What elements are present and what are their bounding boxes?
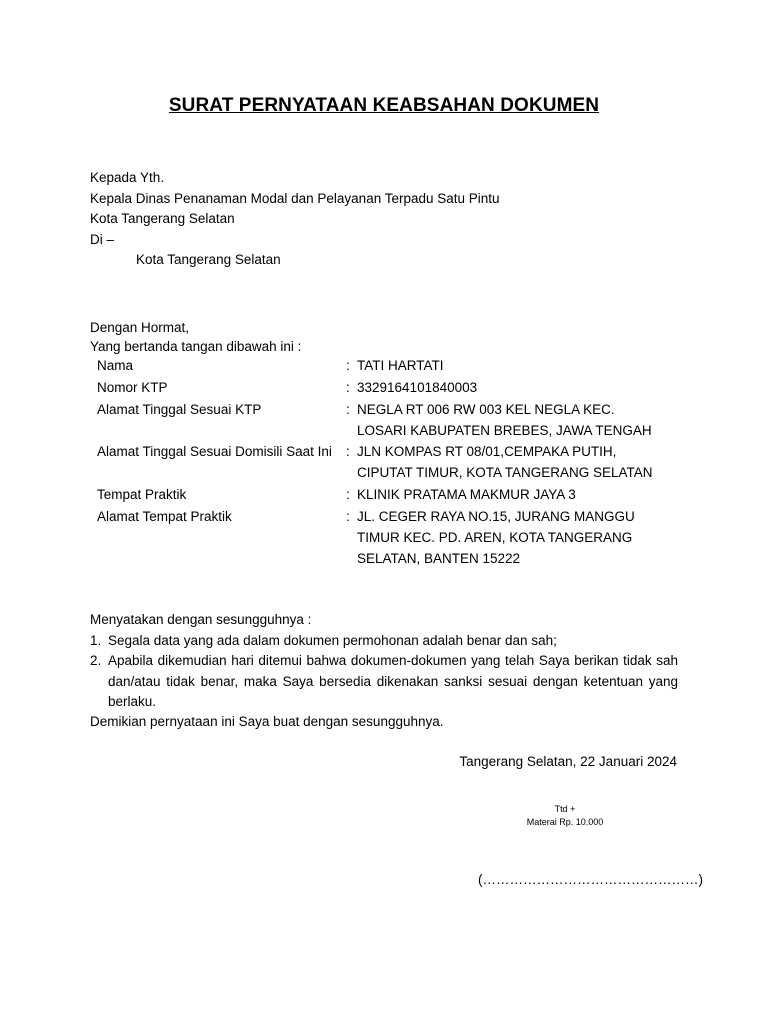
recipient-di: Di – — [90, 232, 115, 247]
closing-text: Demikian pernyataan ini Saya buat dengan sesungguhnya. — [90, 714, 444, 729]
field-colon: : — [346, 358, 350, 373]
field-value: NEGLA RT 006 RW 003 KEL NEGLA KEC. LOSARI KABUPATEN BREBES, JAWA TENGAH — [357, 402, 652, 438]
statement-item-2 — [90, 651, 678, 713]
field-label: Alamat Tinggal Sesuai Domisili Saat Ini — [97, 444, 332, 459]
field-label: Nama — [97, 358, 134, 373]
statement-number: 1. — [90, 633, 102, 648]
field-value: TATI HARTATI — [357, 358, 444, 373]
field-colon: : — [346, 487, 350, 502]
place-date: Tangerang Selatan, 22 Januari 2024 — [459, 754, 677, 769]
field-colon: : — [346, 444, 350, 459]
field-colon: : — [346, 509, 350, 524]
seal-note-line2: Materai Rp. 10.000 — [526, 817, 604, 827]
intro-text: Yang bertanda tangan dibawah ini : — [90, 339, 302, 354]
seal-note-line1: Ttd + — [554, 804, 576, 814]
greeting: Dengan Hormat, — [90, 320, 190, 335]
field-value: JL. CEGER RAYA NO.15, JURANG MANGGU TIMUR KEC. PD. AREN, KOTA TANGERANG SELATAN, BANTEN 15222 — [357, 509, 635, 566]
field-colon: : — [346, 402, 350, 417]
letter-title: SURAT PERNYATAAN KEABSAHAN DOKUMEN — [168, 95, 600, 116]
recipient-office: Kepala Dinas Penanaman Modal dan Pelayanan Terpadu Satu Pintu — [90, 191, 500, 206]
statement-number: 2. — [90, 653, 102, 668]
field-label: Alamat Tempat Praktik — [97, 509, 232, 524]
field-label: Alamat Tinggal Sesuai KTP — [97, 402, 262, 417]
statement-text: Apabila dikemudian hari ditemui bahwa dokumen-dokumen yang telah Saya berikan tidak sah dan/atau tidak benar, maka Saya bersedia dikenakan sanksi sesuai dengan ketentuan yang berlaku. — [108, 653, 678, 709]
statement-text: Segala data yang ada dalam dokumen permohonan adalah benar dan sah; — [108, 633, 557, 648]
field-label: Tempat Praktik — [97, 487, 187, 502]
signature-placeholder: (…………………………………………) — [478, 872, 703, 887]
field-value: KLINIK PRATAMA MAKMUR JAYA 3 — [357, 487, 576, 502]
recipient-city: Kota Tangerang Selatan — [90, 211, 235, 226]
field-value: JLN KOMPAS RT 08/01,CEMPAKA PUTIH, CIPUTAT TIMUR, KOTA TANGERANG SELATAN — [357, 444, 653, 480]
statement-item-1 — [90, 631, 678, 652]
field-colon: : — [346, 380, 350, 395]
recipient-location: Kota Tangerang Selatan — [136, 252, 281, 267]
field-value: 3329164101840003 — [357, 380, 478, 395]
field-label: Nomor KTP — [97, 380, 168, 395]
recipient-salutation: Kepada Yth. — [90, 170, 165, 185]
statement-intro: Menyatakan dengan sesungguhnya : — [90, 612, 312, 627]
